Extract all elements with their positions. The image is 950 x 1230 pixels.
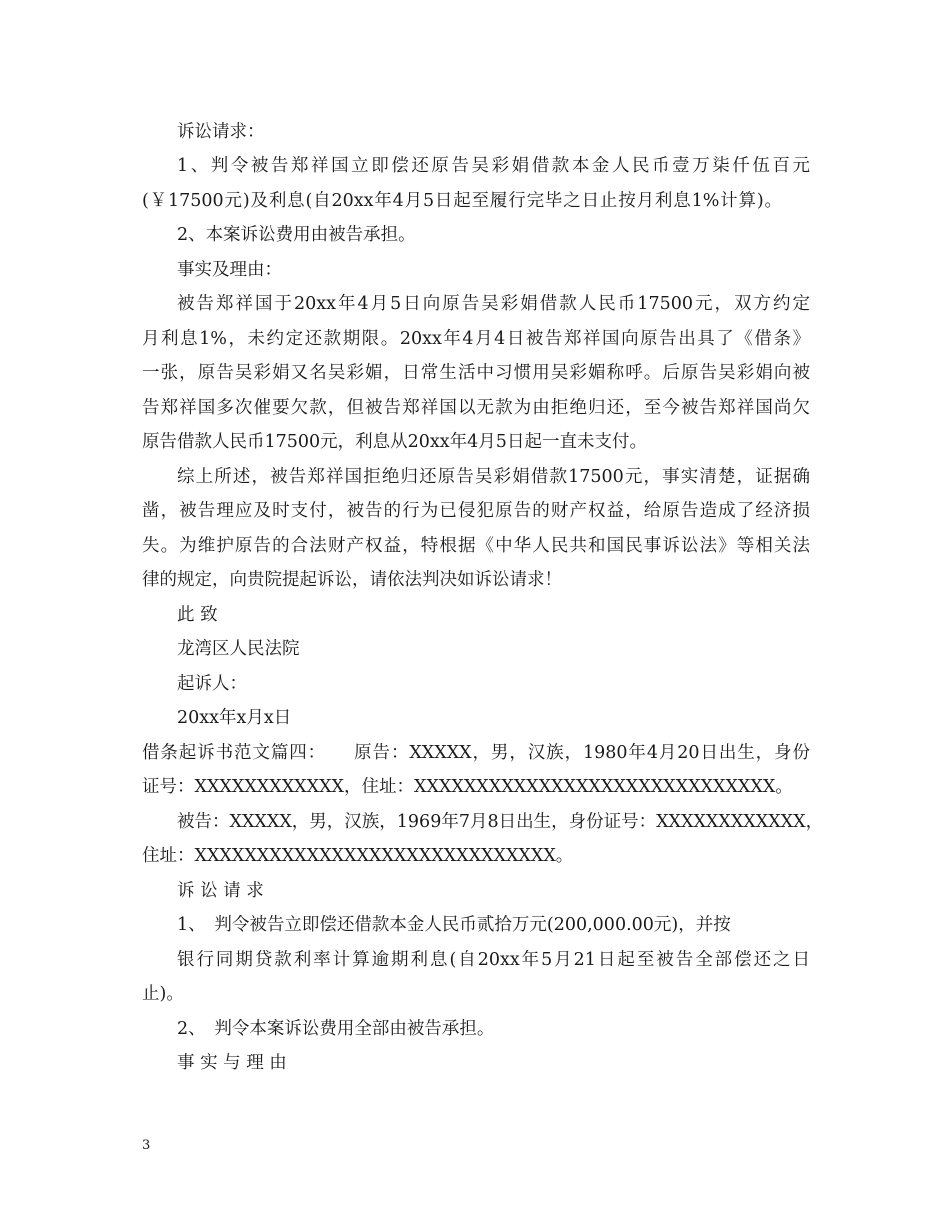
sample-four-plaintiff-line: 证号：XXXXXXXXXXXX，住址：XXXXXXXXXXXXXXXXXXXXXXXXXXXXX。 bbox=[142, 777, 793, 797]
heading-claims: 诉讼请求： bbox=[177, 122, 265, 142]
heading-claims-spaced: 诉 讼 请 求 bbox=[177, 881, 264, 901]
claim-item-1-sample4: 1、 判令被告立即偿还借款本金人民币贰拾万元(200,000.00元)，并按 bbox=[177, 915, 731, 935]
heading-facts: 事实及理由： bbox=[177, 260, 282, 280]
facts-paragraph-line: 告郑祥国多次催要欠款，但被告郑祥国以无款为由拒绝归还，至今被告郑祥国尚欠 bbox=[142, 398, 810, 418]
claim-item-2-sample4: 2、 判令本案诉讼费用全部由被告承担。 bbox=[177, 1019, 495, 1039]
claim-item-1-sample4-cont: 银行同期贷款利率计算逾期利息(自20xx年5月21日起至被告全部偿还之日 bbox=[177, 950, 810, 970]
summary-paragraph-line: 凿，被告理应及时支付，被告的行为已侵犯原告的财产权益，给原告造成了经济损 bbox=[142, 501, 810, 521]
claim-item-1: 1、判令被告郑祥国立即偿还原告吴彩娟借款本金人民币壹万柒仟伍百元 bbox=[177, 156, 810, 176]
signature-date: 20xx年x月x日 bbox=[177, 708, 292, 728]
claim-item-2: 2、本案诉讼费用由被告承担。 bbox=[177, 225, 416, 245]
claim-item-1-sample4-end: 止)。 bbox=[142, 984, 184, 1004]
page-number: 3 bbox=[142, 1138, 151, 1153]
defendant-line: 被告：XXXXX，男，汉族，1969年7月8日出生，身份证号：XXXXXXXXXXXX， bbox=[177, 812, 824, 832]
plaintiff-signature-label: 起诉人： bbox=[177, 674, 247, 694]
defendant-address: 住址：XXXXXXXXXXXXXXXXXXXXXXXXXXXXX。 bbox=[142, 846, 574, 866]
heading-facts-spaced: 事 实 与 理 由 bbox=[177, 1053, 287, 1073]
facts-paragraph-line: 一张，原告吴彩娟又名吴彩媚，日常生活中习惯用吴彩媚称呼。后原告吴彩娟向被 bbox=[142, 363, 810, 383]
salutation: 此 致 bbox=[177, 605, 218, 625]
claim-item-1-cont: (￥17500元)及利息(自20xx年4月5日起至履行完毕之日止按月利息1%计算)。 bbox=[142, 191, 782, 211]
facts-paragraph-line: 原告借款人民币17500元，利息从20xx年4月5日起一直未支付。 bbox=[142, 432, 647, 452]
summary-paragraph-line: 综上所述，被告郑祥国拒绝归还原告吴彩娟借款17500元，事实清楚，证据确 bbox=[177, 467, 810, 487]
court-name: 龙湾区人民法院 bbox=[177, 639, 300, 659]
facts-paragraph-line: 被告郑祥国于20xx年4月5日向原告吴彩娟借款人民币17500元，双方约定 bbox=[177, 294, 810, 314]
sample-four-plaintiff-line: 借条起诉书范文篇四： 原告：XXXXX，男，汉族，1980年4月20日出生，身份 bbox=[142, 743, 810, 763]
summary-paragraph-line: 失。为维护原告的合法财产权益，特根据《中华人民共和国民事诉讼法》等相关法 bbox=[142, 536, 810, 556]
facts-paragraph-line: 月利息1%，未约定还款期限。20xx年4月4日被告郑祥国向原告出具了《借条》 bbox=[142, 329, 810, 349]
summary-paragraph-line: 律的规定，向贵院提起诉讼，请依法判决如诉讼请求！ bbox=[142, 570, 562, 590]
